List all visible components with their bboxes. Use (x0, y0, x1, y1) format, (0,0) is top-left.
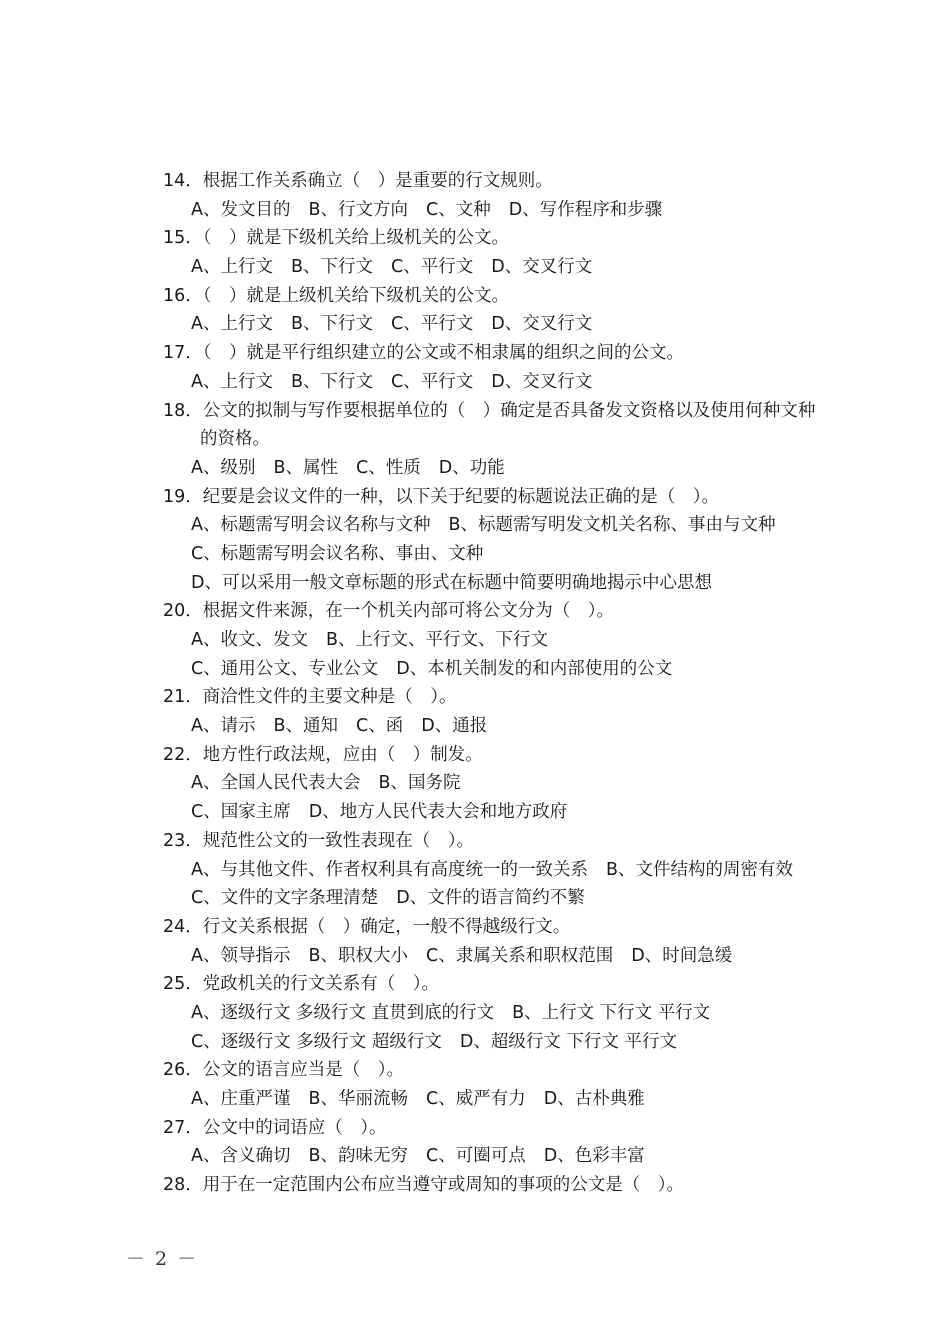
option-choice: D、交叉行文 (491, 371, 593, 392)
question-stem (163, 397, 863, 454)
option-choice: D、功能 (438, 457, 505, 478)
option-row (163, 368, 863, 397)
option-choice: C、通用公文、专业公文 (191, 658, 379, 679)
option-choice: C、国家主席 (191, 802, 291, 823)
option-choice: C、文件的文字条理清楚 (191, 888, 379, 909)
option-choice: C、威严有力 (426, 1089, 526, 1110)
option-row (163, 1028, 863, 1057)
option-choice: A、收文、发文 (191, 630, 308, 651)
option-row (163, 798, 863, 827)
page-number: － 2 － (126, 1248, 199, 1270)
option-choice: C、函 (356, 716, 404, 737)
question-stem: 19．纪要是会议文件的一种，以下关于纪要的标题说法正确的是（ ）。 (163, 486, 720, 507)
option-choice: A、庄重严谨 (191, 1089, 291, 1110)
question-stem: 16．（ ）就是上级机关给下级机关的公文。 (163, 285, 510, 306)
option-row (163, 712, 863, 741)
question-stem: 20．根据文件来源，在一个机关内部可将公文分为（ ）。 (163, 601, 615, 622)
option-row (163, 884, 863, 913)
option-choice: D、时间急缓 (631, 945, 733, 966)
option-row (163, 626, 863, 655)
option-choice: D、超级行文 下行文 平行文 (459, 1031, 677, 1052)
option-choice: C、逐级行文 多级行文 超级行文 (191, 1031, 442, 1052)
option-choice: A、上行文 (191, 257, 273, 278)
option-choice: D、写作程序和步骤 (508, 199, 663, 220)
question-stem: 25．党政机关的行文关系有（ ）。 (163, 974, 440, 995)
option-row (163, 1085, 863, 1114)
option-row (163, 540, 863, 569)
option-choice: D、色彩丰富 (543, 1146, 645, 1167)
option-choice: D、交叉行文 (491, 314, 593, 335)
question-stem-line: 18．公文的拟制与写作要根据单位的（ ）确定是否具备发文资格以及使用何种文种 (163, 400, 816, 421)
option-choice: B、上行文 下行文 平行文 (512, 1002, 711, 1023)
option-choice: A、发文目的 (191, 199, 291, 220)
option-choice: D、本机关制发的和内部使用的公文 (396, 658, 673, 679)
option-choice: B、职权大小 (308, 945, 408, 966)
option-row (163, 655, 863, 684)
option-choice: C、性质 (356, 457, 421, 478)
option-row (163, 999, 863, 1028)
option-row (163, 511, 863, 540)
option-choice: A、含义确切 (191, 1146, 291, 1167)
option-choice: B、韵味无穷 (308, 1146, 408, 1167)
option-choice: A、请示 (191, 716, 256, 737)
question-stem: 27．公文中的词语应（ ）。 (163, 1117, 387, 1138)
option-choice: A、级别 (191, 457, 256, 478)
option-choice: B、标题需写明发文机关名称、事由与文种 (448, 515, 776, 536)
option-row (163, 569, 863, 598)
option-choice: C、文种 (426, 199, 491, 220)
question-list (163, 167, 863, 1200)
option-choice: A、上行文 (191, 314, 273, 335)
option-choice: B、属性 (273, 457, 338, 478)
question-stem: 26．公文的语言应当是（ ）。 (163, 1060, 405, 1081)
option-choice: B、华丽流畅 (308, 1089, 408, 1110)
question-stem: 24．行文关系根据（ ）确定，一般不得越级行文。 (163, 916, 571, 937)
option-choice: A、逐级行文 多级行文 直贯到底的行文 (191, 1002, 495, 1023)
option-choice: C、平行文 (391, 371, 474, 392)
question-stem: 22．地方性行政法规，应由（ ）制发。 (163, 744, 483, 765)
option-choice: D、古朴典雅 (543, 1089, 645, 1110)
option-row (163, 769, 863, 798)
option-row (163, 196, 863, 225)
option-choice: A、与其他文件、作者权利具有高度统一的一致关系 (191, 859, 588, 880)
option-row (163, 856, 863, 885)
option-choice: D、地方人民代表大会和地方政府 (308, 802, 568, 823)
option-choice: B、下行文 (290, 314, 373, 335)
option-choice: B、行文方向 (308, 199, 408, 220)
option-choice: B、通知 (273, 716, 338, 737)
option-choice: D、文件的语言简约不繁 (396, 888, 585, 909)
option-choice: C、可圈可点 (426, 1146, 526, 1167)
question-stem-continuation: 的资格。 (200, 429, 270, 450)
question-stem: 15．（ ）就是下级机关给上级机关的公文。 (163, 228, 510, 249)
option-choice: B、文件结构的周密有效 (605, 859, 793, 880)
question-stem: 23．规范性公文的一致性表现在（ ）。 (163, 830, 475, 851)
option-row (163, 310, 863, 339)
option-choice: C、平行文 (391, 257, 474, 278)
option-choice: C、标题需写明会议名称、事由、文种 (191, 543, 484, 564)
option-choice: B、下行文 (290, 257, 373, 278)
option-choice: A、全国人民代表大会 (191, 773, 361, 794)
question-stem: 28．用于在一定范围内公布应当遵守或周知的事项的公文是（ ）。 (163, 1175, 685, 1196)
question-stem: 17．（ ）就是平行组织建立的公文或不相隶属的组织之间的公文。 (163, 343, 685, 364)
option-choice: B、上行文、平行文、下行文 (325, 630, 548, 651)
option-row (163, 942, 863, 971)
option-choice: D、可以采用一般文章标题的形式在标题中简要明确地揭示中心思想 (191, 572, 712, 593)
option-choice: A、标题需写明会议名称与文种 (191, 515, 431, 536)
option-row (163, 253, 863, 282)
option-choice: B、下行文 (290, 371, 373, 392)
option-choice: B、国务院 (378, 773, 461, 794)
option-choice: D、交叉行文 (491, 257, 593, 278)
question-stem: 21．商洽性文件的主要文种是（ ）。 (163, 687, 457, 708)
option-choice: C、隶属关系和职权范围 (426, 945, 614, 966)
option-row (163, 454, 863, 483)
option-row (163, 1142, 863, 1171)
option-choice: C、平行文 (391, 314, 474, 335)
question-stem: 14．根据工作关系确立（ ）是重要的行文规则。 (163, 171, 553, 191)
option-choice: D、通报 (421, 716, 488, 737)
option-choice: A、上行文 (191, 371, 273, 392)
option-choice: A、领导指示 (191, 945, 291, 966)
